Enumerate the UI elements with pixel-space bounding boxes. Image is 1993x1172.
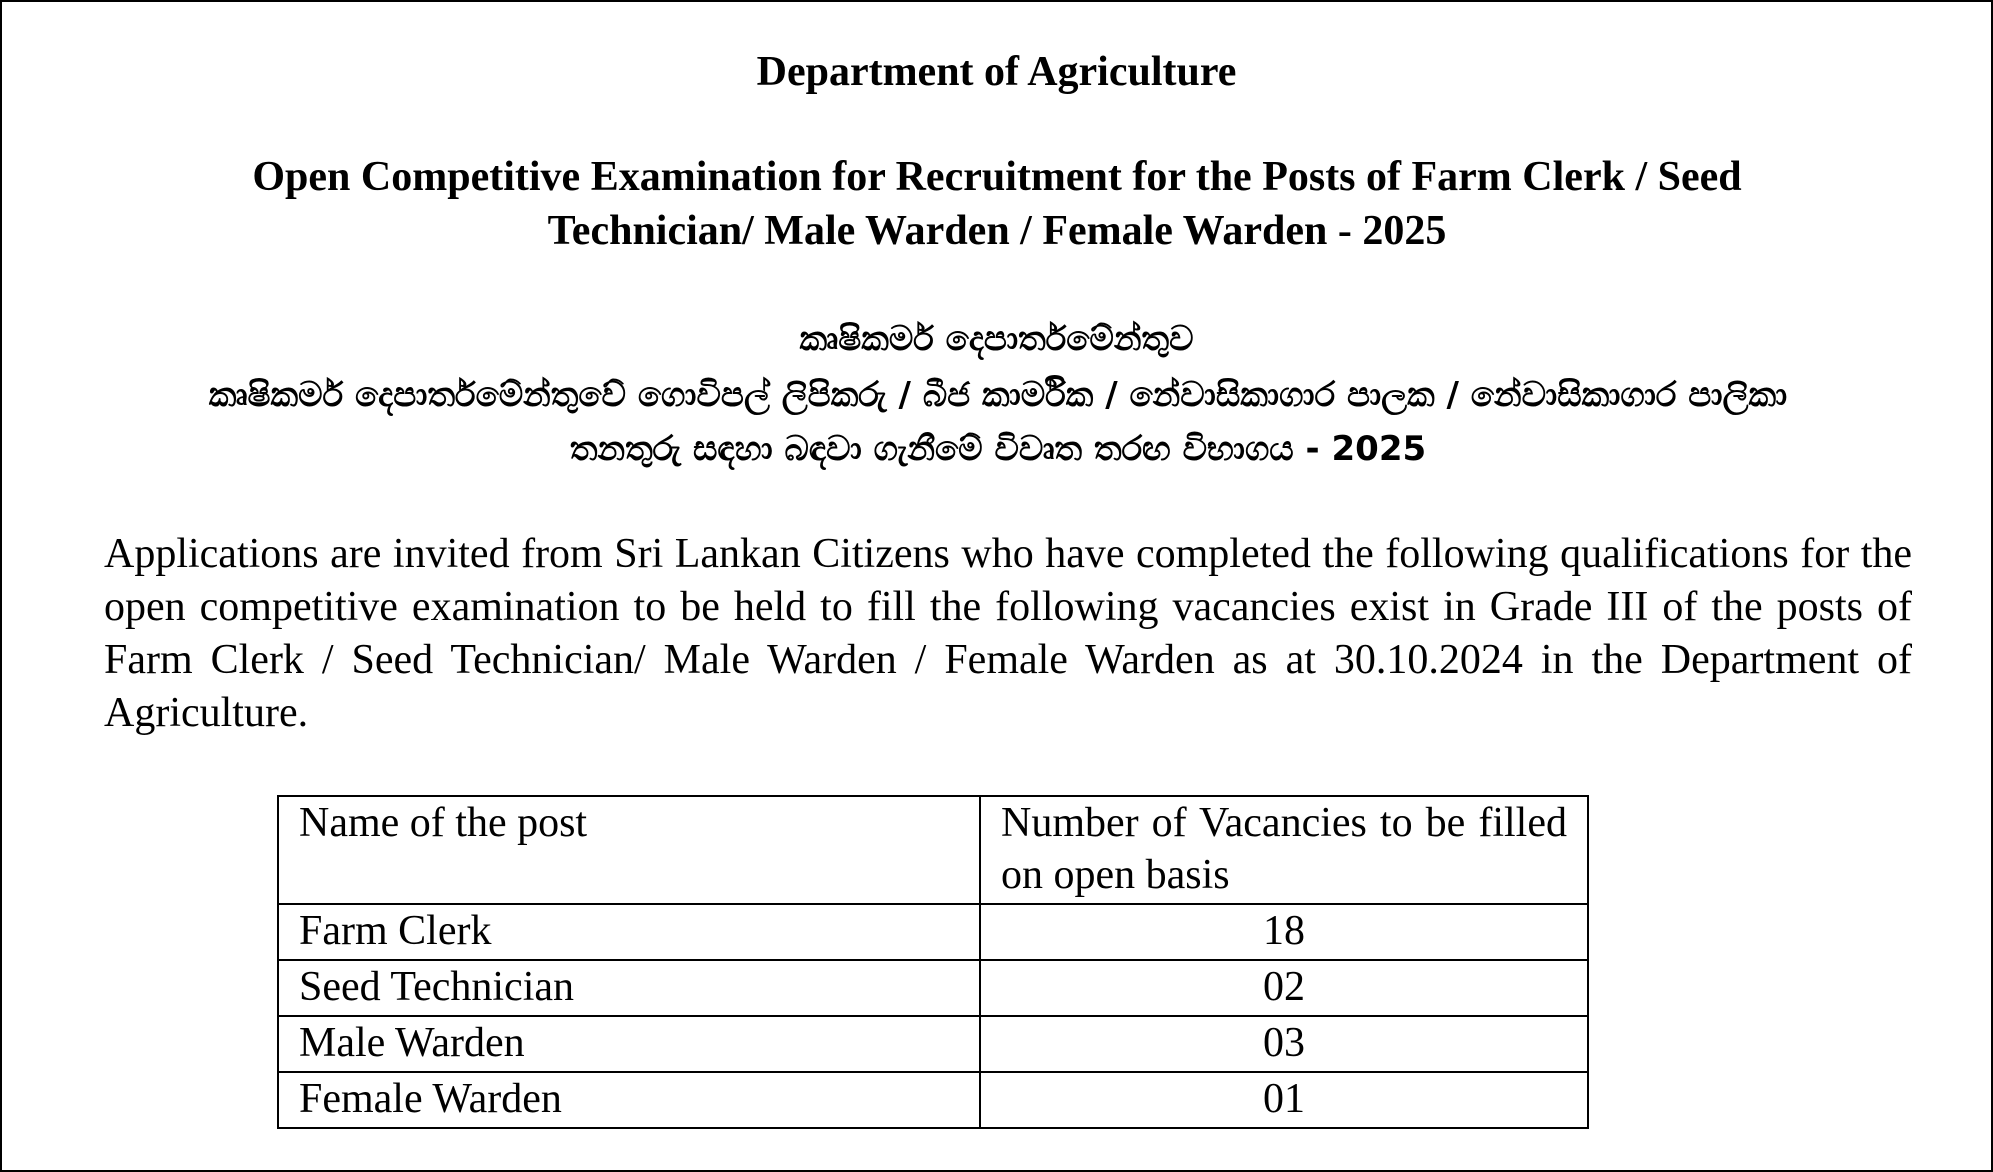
table-header-row	[278, 796, 1588, 904]
invitation-paragraph: Applications are invited from Sri Lankan Citizens who have completed the following qualifications for the open competitive examination to be held to fill the following vacancies exist in Grade III of the posts of Farm Clerk / Seed Technician/ Male Warden / Female Warden as at 30.10.2024 in the Department of Agriculture.	[104, 531, 1912, 736]
exam-title: Open Competitive Examination for Recruitment for the Posts of Farm Clerk / Seed Technician/ Male Warden / Female Warden - 2025	[252, 154, 1742, 254]
vacancy-count: 03	[980, 1016, 1588, 1072]
vacancy-count: 18	[980, 904, 1588, 960]
post-name: Farm Clerk	[278, 904, 980, 960]
table-row	[278, 1072, 1588, 1128]
table-row	[278, 1016, 1588, 1072]
sinhala-department-title: කෘෂිකර්ම දෙපාර්තමේන්තුව	[799, 319, 1194, 359]
vacancy-count: 02	[980, 960, 1588, 1016]
header-post-name: Name of the post	[278, 796, 980, 904]
department-title: Department of Agriculture	[756, 49, 1237, 95]
post-name: Seed Technician	[278, 960, 980, 1016]
header-vacancy-count: Number of Vacancies to be filled on open basis	[980, 796, 1588, 904]
post-name: Male Warden	[278, 1016, 980, 1072]
table-row	[278, 960, 1588, 1016]
table-row	[278, 904, 1588, 960]
vacancy-count: 01	[980, 1072, 1588, 1128]
post-name: Female Warden	[278, 1072, 980, 1128]
vacancies-table	[277, 795, 1589, 1129]
sinhala-exam-title: කෘෂිකර්ම දෙපාර්තමේන්තුවේ ගොවිපල් ලිපිකරු / බීජ කාර්මික / නේවාසිකාගාර පාලක / නේවාසිකාගාර පාලිකා තනතුරු සඳහා බඳවා ගැනීමේ විවෘත තරඟ විභාගය - 2025	[208, 375, 1788, 469]
